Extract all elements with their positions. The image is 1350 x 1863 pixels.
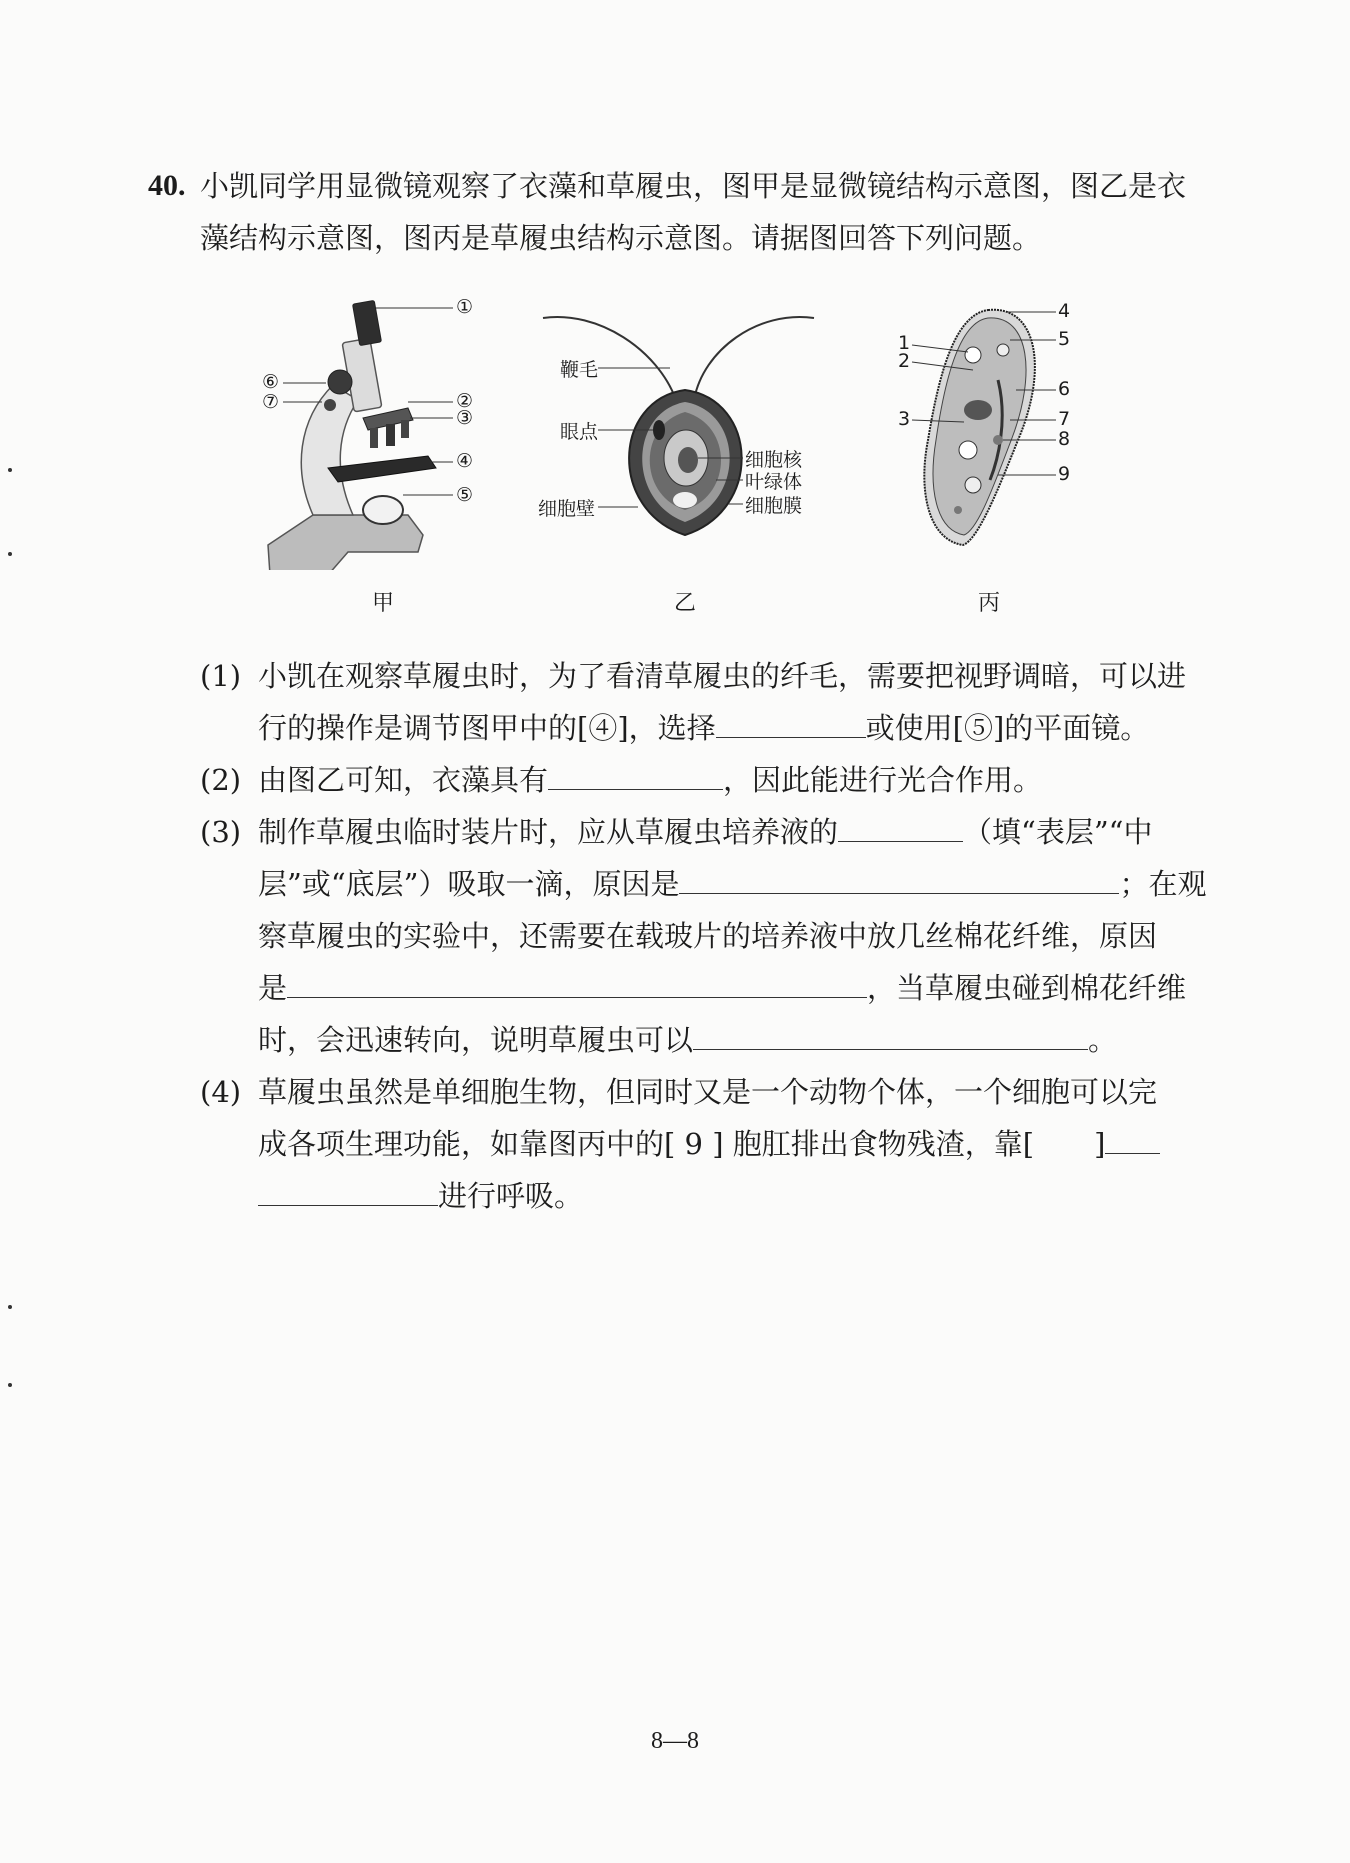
answer-blank[interactable] [258,1181,438,1206]
answer-blank-bracket[interactable] [1034,1130,1094,1154]
subquestion-text: ，当草履虫碰到棉花纤维 [867,971,1187,1005]
question-stem [148,160,1208,264]
label-cell-wall: 细胞壁 [538,498,596,520]
subquestion-text: ，因此能进行光合作用。 [723,763,1043,797]
microscope-leader-lines [258,290,488,570]
paramecium-label-1: 1 [898,332,911,354]
paramecium-label-4: 4 [1058,300,1071,322]
microscope-label-5: ⑤ [456,484,474,506]
question-40 [148,160,1208,264]
label-eyespot: 眼点 [560,421,599,443]
subquestion-mark: (3) [200,815,242,849]
question-number: 40. [148,169,186,202]
paramecium-label-6: 6 [1058,378,1071,400]
paramecium-label-5: 5 [1058,328,1071,350]
margin-speck [8,552,12,556]
margin-speck [8,1383,12,1387]
microscope-label-3: ③ [456,407,474,429]
subquestion-text: 草履虫虽然是单细胞生物，但同时又是一个动物个体，一个细胞可以完 [258,1075,1158,1109]
subquestion-mark: (1) [200,659,242,693]
subquestion-text: 。 [1088,1023,1118,1057]
subquestion-2 [200,754,1210,806]
subquestion-1 [200,650,1210,754]
margin-speck [8,468,12,472]
paramecium-label-2: 2 [898,350,911,372]
paramecium-label-8: 8 [1058,428,1071,450]
microscope-label-7: ⑦ [262,391,280,413]
subquestion-text: 制作草履虫临时装片时，应从草履虫培养液的 [258,815,839,849]
subquestion-mark: (4) [200,1075,242,1109]
figure-chlamydomonas [538,290,838,616]
subquestion-text: 进行呼吸。 [438,1179,584,1213]
margin-speck [8,1305,12,1309]
subquestion-mark: (2) [200,763,242,797]
figure-paramecium [898,290,1078,616]
subquestion-text: ；在观 [1119,867,1207,901]
subquestion-text: 行的操作是调节图甲中的[④]，选择 [258,711,716,745]
subquestion-text: 成各项生理功能，如靠图丙中的[ 9 ] 胞肛排出食物残渣，靠[ [258,1127,1035,1161]
answer-blank[interactable] [287,973,867,998]
figure-microscope [258,290,488,616]
subquestion-text: 由图乙可知，衣藻具有 [258,763,549,797]
paramecium-label-7: 7 [1058,408,1071,430]
question-text: 小凯同学用显微镜观察了衣藻和草履虫，图甲是显微镜结构示意图，图乙是衣藻结构示意图，图丙是草履虫结构示意图。请据图回答下列问题。 [200,169,1187,255]
microscope-label-6: ⑥ [262,371,280,393]
page-number: 8—8 [651,1728,699,1754]
subquestion-4 [200,1066,1210,1222]
subquestion-text: 层”或“底层”）吸取一滴，原因是 [258,867,680,901]
subquestion-text: 小凯在观察草履虫时，为了看清草履虫的纤毛，需要把视野调暗，可以进 [258,659,1187,693]
caption-bing: 丙 [978,591,1001,616]
microscope-label-1: ① [456,296,474,318]
answer-blank[interactable] [679,869,1119,894]
label-flagellum: 鞭毛 [560,359,599,381]
paramecium-label-3: 3 [898,408,911,430]
answer-blank[interactable] [1105,1129,1160,1154]
caption-yi: 乙 [674,591,697,616]
caption-jia: 甲 [372,591,395,616]
label-cell-membrane: 细胞膜 [745,495,803,517]
subquestion-3 [200,806,1210,1066]
subquestion-text: （填“表层”“中 [963,815,1153,849]
subquestion-text: 时，会迅速转向，说明草履虫可以 [258,1023,694,1057]
subquestion-text: 是 [258,971,288,1005]
answer-blank[interactable] [548,765,723,790]
microscope-label-2: ② [456,390,474,412]
subquestion-text: ] [1094,1127,1106,1161]
figure-area [258,290,1071,630]
subquestion-text: 察草履虫的实验中，还需要在载玻片的培养液中放几丝棉花纤维，原因 [258,919,1158,953]
label-nucleus: 细胞核 [745,449,803,471]
answer-blank[interactable] [693,1025,1088,1050]
answer-blank[interactable] [838,817,963,842]
paramecium-leader-lines [898,290,1078,550]
subquestion-text: 或使用[⑤]的平面镜。 [865,711,1150,745]
answer-blank[interactable] [716,713,866,738]
microscope-label-4: ④ [456,450,474,472]
paramecium-label-9: 9 [1058,463,1071,485]
label-chloroplast: 叶绿体 [745,471,803,493]
